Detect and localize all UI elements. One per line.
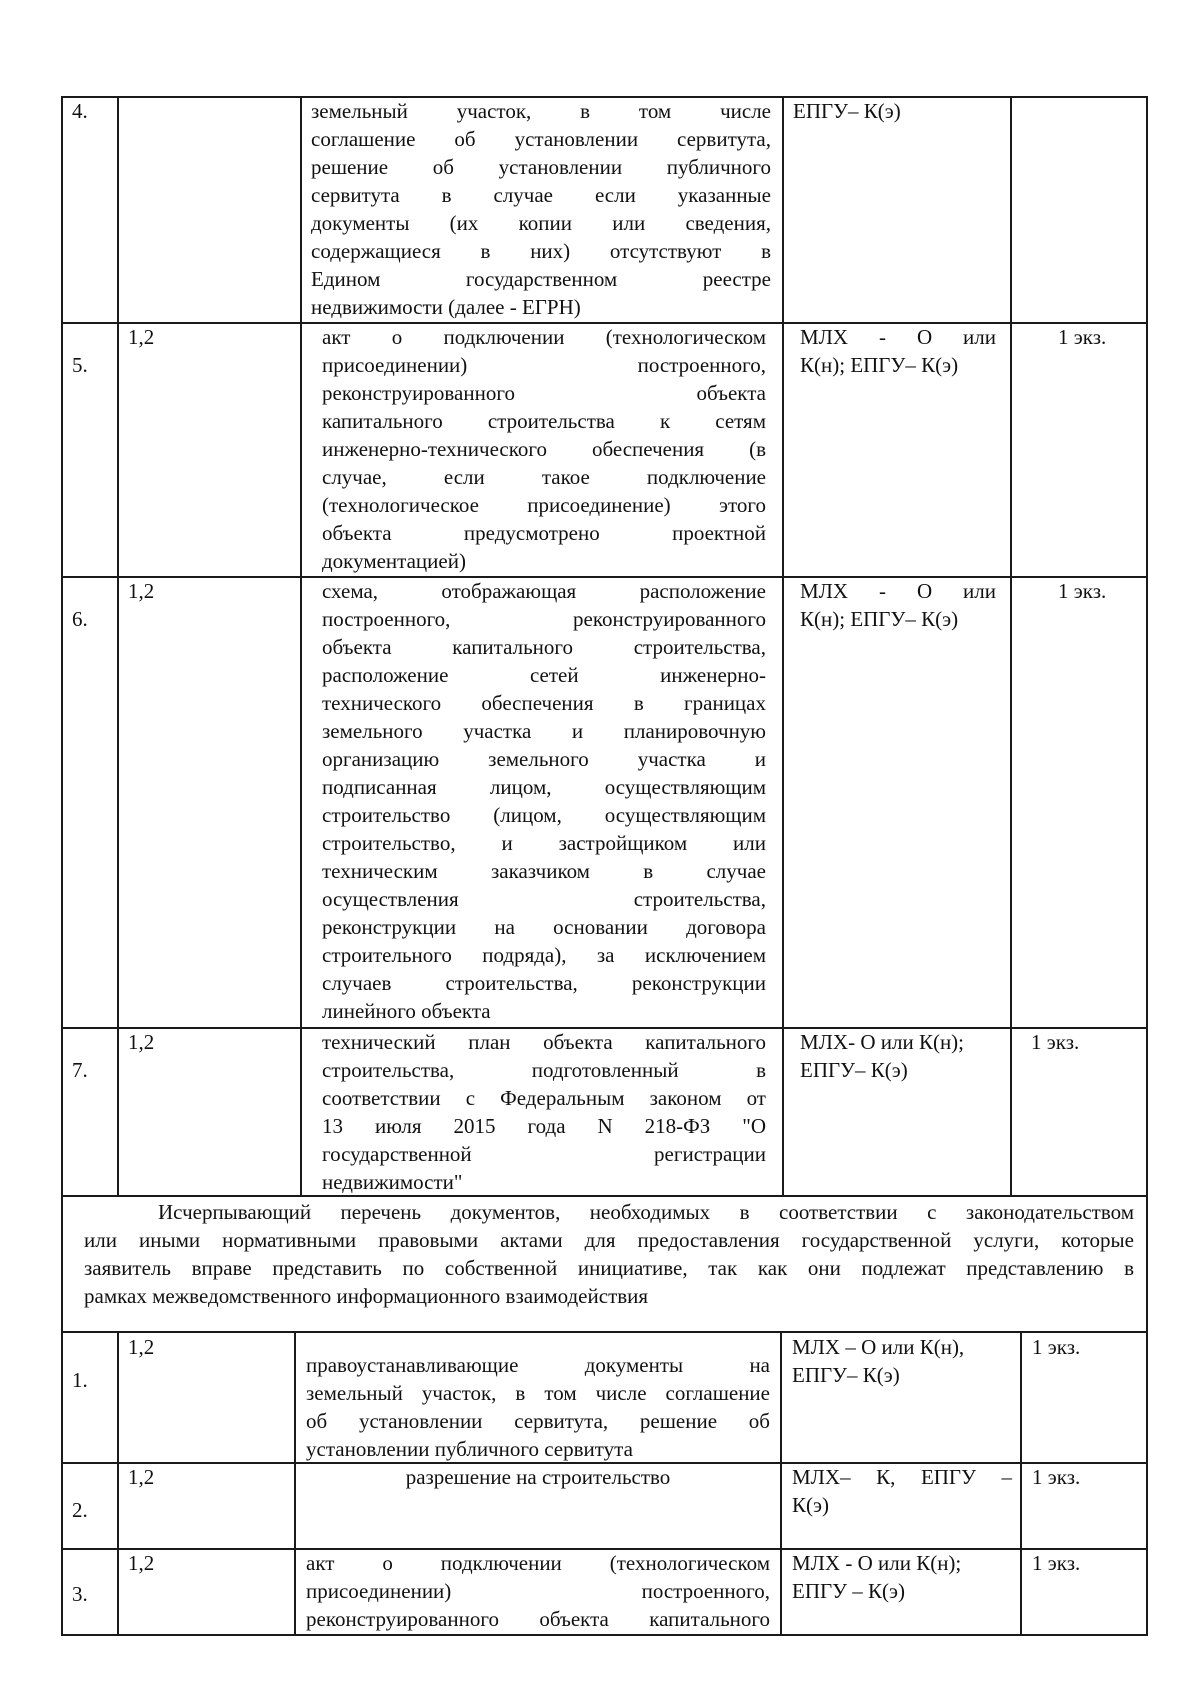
description-line: строительство, и застройщиком или	[322, 831, 766, 855]
form-line: МЛХ– К, ЕПГУ –	[792, 1465, 1012, 1489]
description-line: решение об установлении публичного	[311, 155, 771, 179]
submission-form	[800, 323, 996, 379]
description-line: содержащиеся в них) отсутствуют в	[311, 239, 771, 263]
description-line: акт о подключении (технологическом	[306, 1551, 770, 1575]
row-number: 7.	[72, 1058, 88, 1082]
submission-form	[792, 1333, 1012, 1389]
row-description	[322, 1028, 766, 1196]
copies-count: 1 экз.	[1058, 325, 1107, 349]
description-line: недвижимости"	[322, 1170, 463, 1194]
description-line: строительство (лицом, осуществляющим	[322, 803, 766, 827]
description-line: реконструированного объекта	[322, 381, 766, 405]
description-line: соглашение об установлении сервитута,	[311, 127, 771, 151]
applicant-category: 1,2	[128, 1335, 155, 1359]
submission-form: ЕПГУ– К(э)	[793, 99, 901, 123]
section-left-border	[61, 1195, 63, 1333]
applicant-category: 1,2	[128, 1551, 155, 1575]
description-line: земельного участка и планировочную	[322, 719, 766, 743]
table2-bottom-border	[61, 1634, 1148, 1636]
description-line: строительного подряда), за исключением	[322, 943, 766, 967]
description-line: расположение сетей инженерно-	[322, 663, 766, 687]
table2-left-border	[61, 1331, 63, 1636]
form-line: ЕПГУ– К(э)	[800, 1058, 908, 1082]
description-line: Едином государственном реестре	[311, 267, 771, 291]
heading-line: заявитель вправе представить по собственной инициативе, так как они подлежат представлению в	[84, 1256, 1134, 1280]
applicant-category: 1,2	[128, 1030, 155, 1054]
table1-right-border	[1146, 96, 1148, 1197]
table1-left-border	[61, 96, 63, 1197]
description-line: 13 июля 2015 года N 218-ФЗ "О	[322, 1114, 766, 1138]
row-number: 3.	[72, 1582, 88, 1606]
description-line: инженерно-технического обеспечения (в	[322, 437, 766, 461]
form-line: К(н); ЕПГУ– К(э)	[800, 353, 959, 377]
description-line: случае, если такое подключение	[322, 465, 766, 489]
description-line: земельный участок, в том числе соглашение	[306, 1381, 770, 1405]
table2-col-divider	[1020, 1331, 1022, 1636]
table2-col-divider	[780, 1331, 782, 1636]
description-line: об установлении сервитута, решение об	[306, 1409, 770, 1433]
row-description	[322, 323, 766, 575]
row-description: разрешение на строительство	[405, 1465, 671, 1489]
description-line: реконструкции на основании договора	[322, 915, 766, 939]
table2-right-border	[1146, 1331, 1148, 1636]
table1-col-divider	[1010, 96, 1012, 1197]
section-right-border	[1146, 1195, 1148, 1333]
description-line: соответствии с Федеральным законом от	[322, 1086, 766, 1110]
description-line: подписанная лицом, осуществляющим	[322, 775, 766, 799]
description-line: присоединении) построенного,	[322, 353, 766, 377]
applicant-category: 1,2	[128, 325, 155, 349]
table1-col-divider	[782, 96, 784, 1197]
row-number: 5.	[72, 353, 88, 377]
row-description	[311, 97, 771, 321]
description-line: техническим заказчиком в случае	[322, 859, 766, 883]
description-line: документы (их копии или сведения,	[311, 211, 771, 235]
row-description	[306, 1549, 770, 1633]
form-line: ЕПГУ – К(э)	[792, 1579, 906, 1603]
description-line: схема, отображающая расположение	[322, 579, 766, 603]
description-line: реконструированного объекта капитального	[306, 1607, 770, 1631]
description-line: (технологическое присоединение) этого	[322, 493, 766, 517]
row-description	[322, 577, 766, 1025]
description-line: организацию земельного участка и	[322, 747, 766, 771]
form-line: МЛХ - О или	[800, 579, 996, 603]
form-line: К(н); ЕПГУ– К(э)	[800, 607, 959, 631]
table1-col-divider	[300, 96, 302, 1197]
description-line: объекта предусмотрено проектной	[322, 521, 766, 545]
description-line: технического обеспечения в границах	[322, 691, 766, 715]
form-line: МЛХ – О или К(н),	[792, 1335, 965, 1359]
copies-count: 1 экз.	[1031, 1030, 1080, 1054]
row-number: 1.	[72, 1368, 88, 1392]
copies-count: 1 экз.	[1032, 1335, 1081, 1359]
description-line: технический план объекта капитального	[322, 1030, 766, 1054]
form-line: МЛХ - О или	[800, 325, 996, 349]
table1-col-divider	[117, 96, 119, 1197]
heading-line: или иными нормативными правовыми актами для предоставления государственной услуги, которые	[84, 1228, 1134, 1252]
row-description	[306, 1351, 770, 1463]
form-line: ЕПГУ– К(э)	[792, 1363, 900, 1387]
row-number: 6.	[72, 607, 88, 631]
form-line: К(э)	[792, 1493, 830, 1517]
copies-count: 1 экз.	[1032, 1465, 1081, 1489]
description-line: капитального строительства к сетям	[322, 409, 766, 433]
description-line: установлении публичного сервитута	[306, 1437, 633, 1461]
description-line: документацией)	[322, 549, 466, 573]
description-line: правоустанавливающие документы на	[306, 1353, 770, 1377]
submission-form	[792, 1463, 1012, 1519]
description-line: случаев строительства, реконструкции	[322, 971, 766, 995]
description-line: строительства, подготовленный в	[322, 1058, 766, 1082]
row-number: 4.	[72, 99, 88, 123]
submission-form	[792, 1549, 1012, 1605]
submission-form	[800, 1028, 1000, 1084]
copies-count: 1 экз.	[1032, 1551, 1081, 1575]
description-line: сервитута в случае если указанные	[311, 183, 771, 207]
heading-line: Исчерпывающий перечень документов, необходимых в соответствии с законодательством	[158, 1200, 1134, 1224]
description-line: линейного объекта	[322, 999, 491, 1023]
description-line: недвижимости (далее - ЕГРН)	[311, 295, 581, 319]
description-line: построенного, реконструированного	[322, 607, 766, 631]
copies-count: 1 экз.	[1058, 579, 1107, 603]
applicant-category: 1,2	[128, 1465, 155, 1489]
description-line: земельный участок, в том числе	[311, 99, 771, 123]
form-line: МЛХ - О или К(н);	[792, 1551, 962, 1575]
heading-line: рамках межведомственного информационного взаимодействия	[84, 1284, 649, 1308]
description-line: осуществления строительства,	[322, 887, 766, 911]
description-line: объекта капитального строительства,	[322, 635, 766, 659]
applicant-category: 1,2	[128, 579, 155, 603]
form-line: МЛХ- О или К(н);	[800, 1030, 965, 1054]
row-number: 2.	[72, 1498, 88, 1522]
section-heading	[84, 1198, 1134, 1310]
description-line: государственной регистрации	[322, 1142, 766, 1166]
description-line: акт о подключении (технологическом	[322, 325, 766, 349]
description-line: присоединении) построенного,	[306, 1579, 770, 1603]
table2-col-divider	[117, 1331, 119, 1636]
submission-form	[800, 577, 996, 633]
